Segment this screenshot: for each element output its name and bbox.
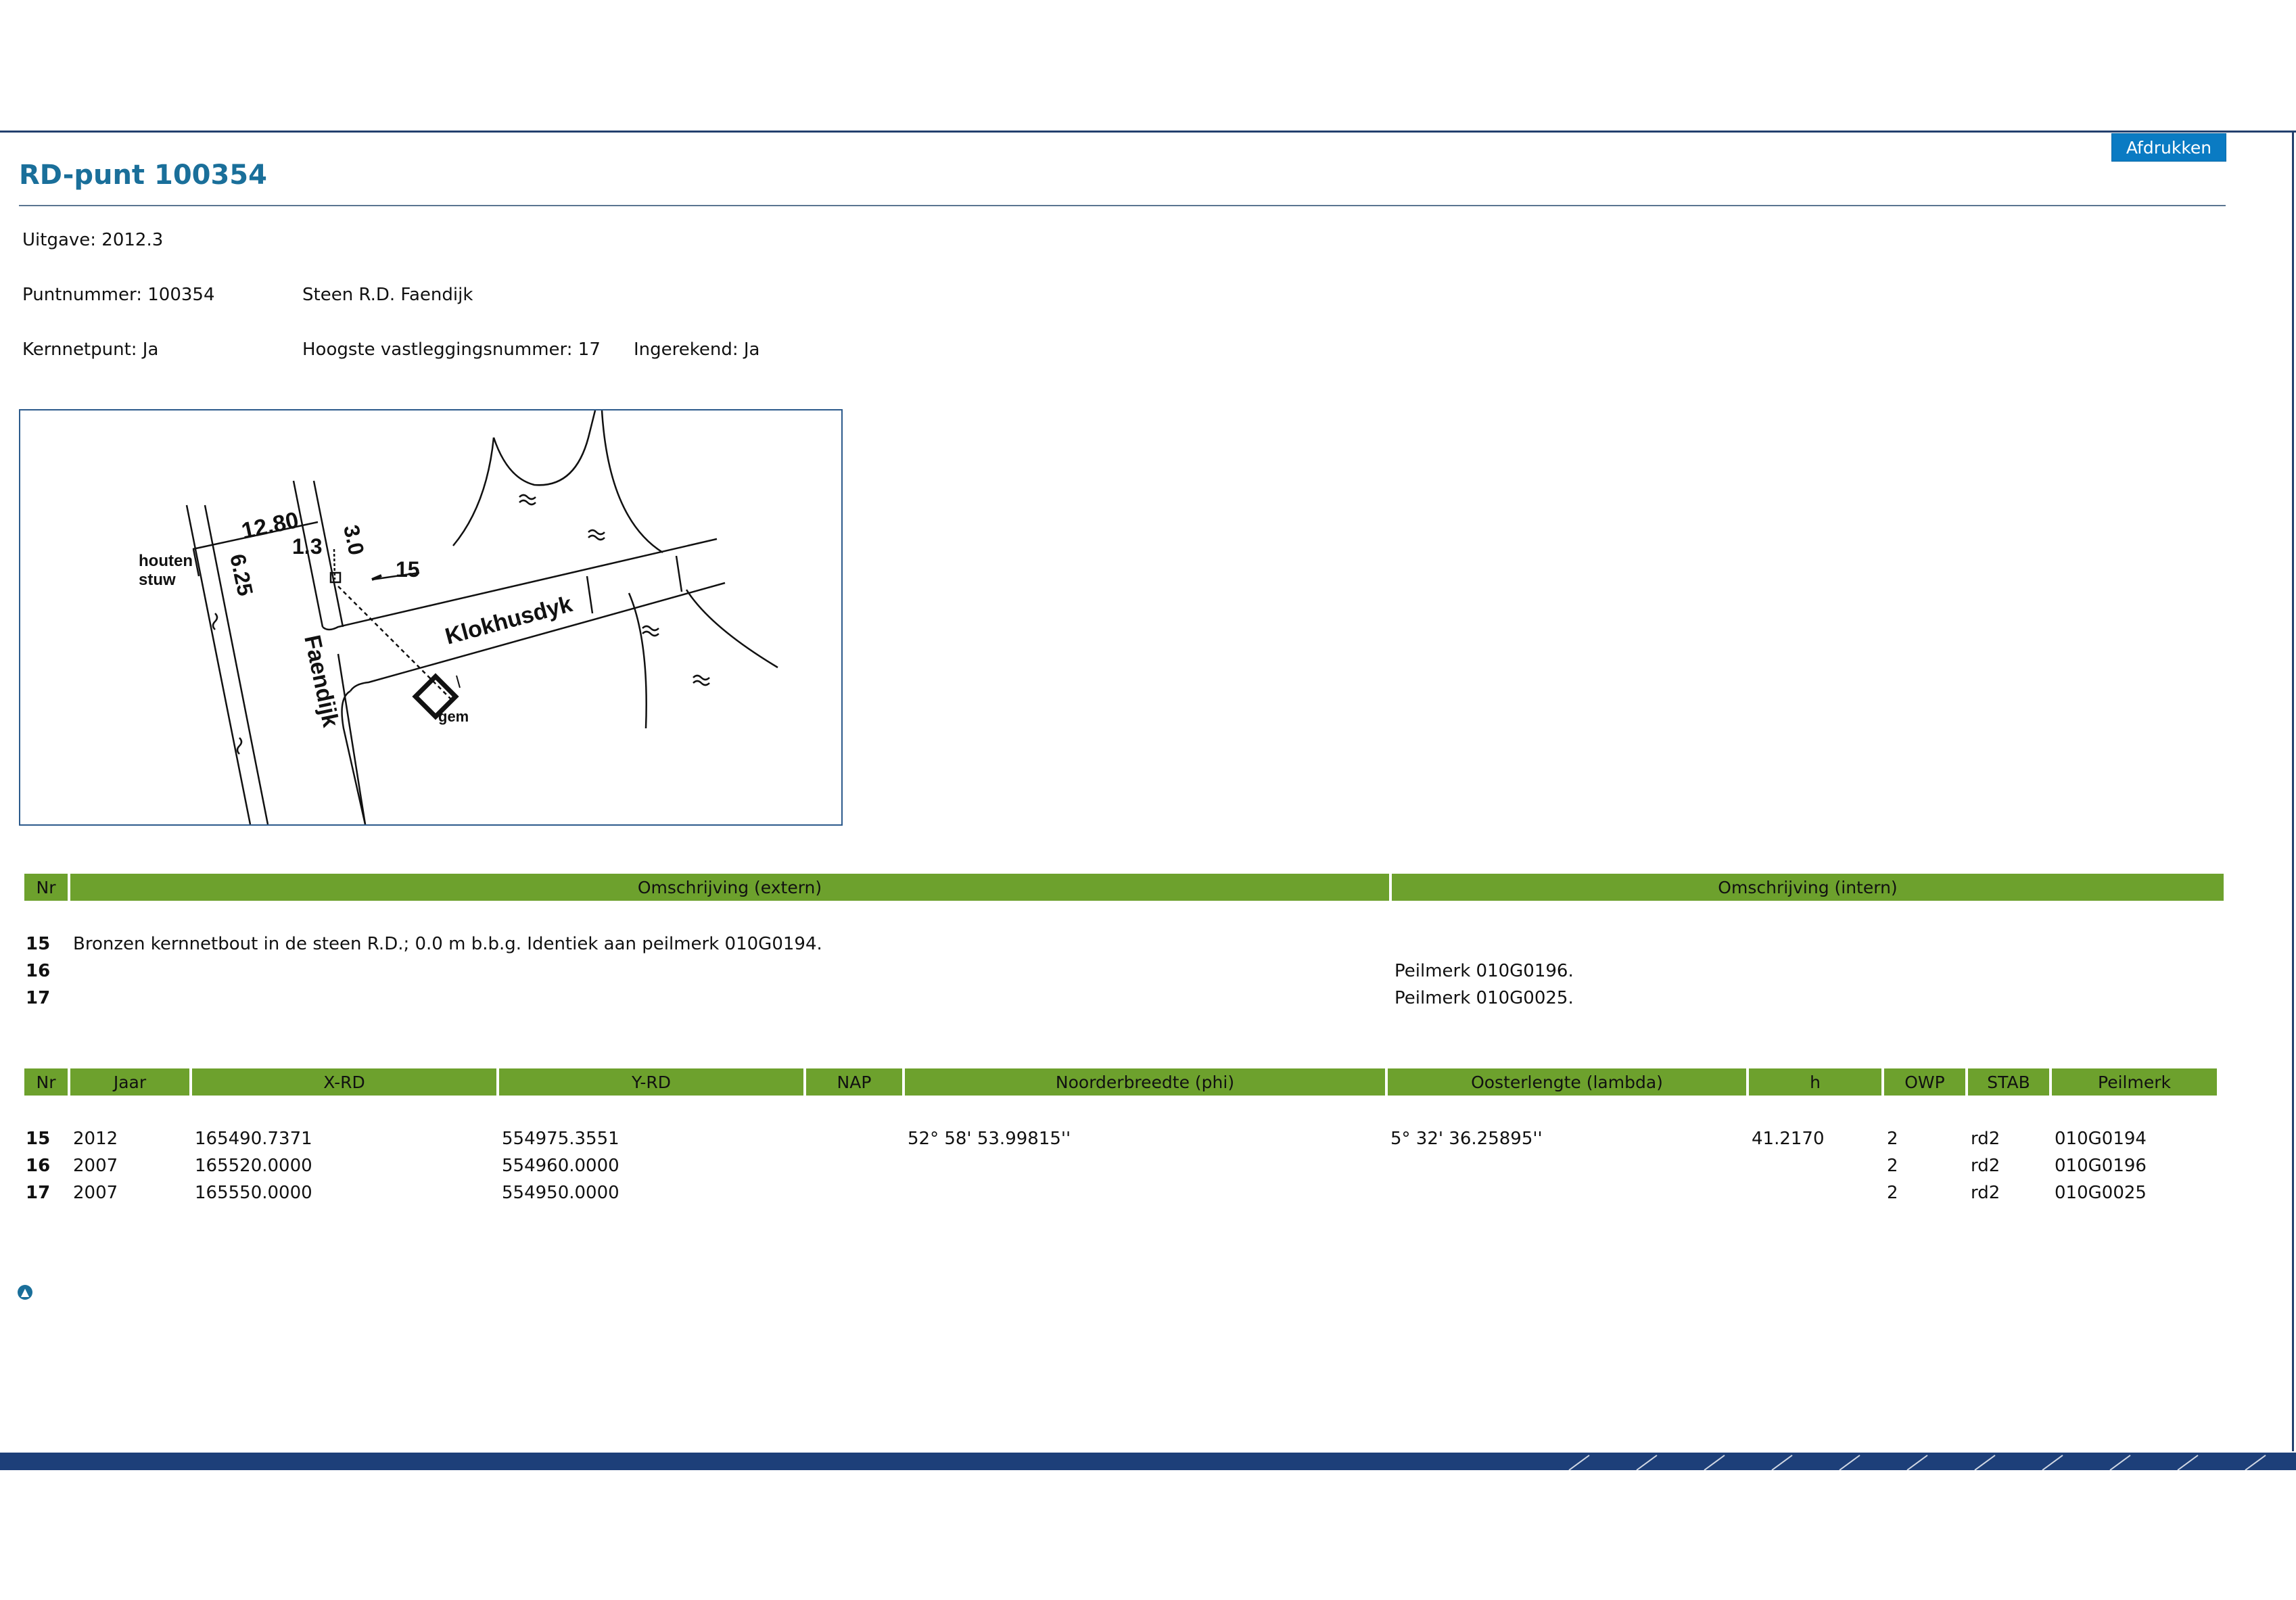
column-header: Nr — [24, 1068, 68, 1096]
cell-latitude — [905, 1152, 1385, 1179]
label-gem: gem — [438, 708, 469, 725]
table-row — [24, 1125, 2217, 1152]
cell-longitude — [1388, 1179, 1746, 1206]
cell-owp: 2 — [1887, 1156, 1898, 1176]
column-header: X-RD — [192, 1068, 496, 1096]
cell-nr: 16 — [26, 961, 51, 981]
column-header: Y-RD — [499, 1068, 803, 1096]
table-row — [24, 1152, 2217, 1179]
column-header: NAP — [806, 1068, 902, 1096]
cell-owp: 2 — [1887, 1183, 1898, 1203]
cell-nr: 15 — [26, 934, 51, 954]
label-faendijk: Faendijk — [299, 632, 344, 730]
edition-label: Uitgave: 2012.3 — [22, 230, 164, 250]
column-header: OWP — [1884, 1068, 1965, 1096]
column-header: Nr — [24, 874, 68, 901]
cell-owp: 2 — [1887, 1129, 1898, 1149]
cell-extern — [70, 985, 1389, 1012]
cell-y-rd: 554960.0000 — [502, 1156, 619, 1176]
footer-bar — [0, 1453, 2296, 1470]
label-houten: houten — [139, 552, 193, 570]
cell-peilmerk: 010G0196 — [2055, 1156, 2147, 1176]
coordinates-table — [22, 1068, 2220, 1206]
cell-h — [1749, 1152, 1881, 1179]
cell-stab: rd2 — [1971, 1156, 2000, 1176]
cell-year: 2007 — [73, 1156, 118, 1176]
cell-x-rd: 165550.0000 — [195, 1183, 312, 1203]
cell-intern: Peilmerk 010G0025. — [1395, 988, 1574, 1008]
cell-extern — [70, 958, 1389, 985]
column-header: Peilmerk — [2052, 1068, 2217, 1096]
right-frame-border — [2292, 133, 2294, 1451]
cell-year: 2007 — [73, 1183, 118, 1203]
cell-nr: 15 — [26, 1129, 51, 1149]
column-header: Omschrijving (extern) — [70, 874, 1389, 901]
table-row — [24, 958, 2224, 985]
cell-intern — [1392, 931, 2224, 958]
label-distance-3-0: 3.0 — [339, 522, 369, 557]
point-number-label: Puntnummer: 100354 — [22, 285, 215, 305]
column-header: Jaar — [70, 1068, 189, 1096]
location-sketch — [19, 409, 843, 826]
core-network-label: Kernnetpunt: Ja — [22, 339, 159, 360]
calculated-label: Ingerekend: Ja — [634, 339, 760, 360]
cell-h: 41.2170 — [1752, 1129, 1825, 1149]
cell-extern: Bronzen kernnetbout in de steen R.D.; 0.0 m b.b.g. Identiek aan peilmerk 010G0194. — [73, 934, 822, 954]
cell-peilmerk: 010G0025 — [2055, 1183, 2147, 1203]
page-title: RD-punt 100354 — [19, 160, 267, 191]
highest-fixation-label: Hoogste vastleggingsnummer: 17 — [302, 339, 601, 360]
cell-nap — [806, 1152, 902, 1179]
cell-x-rd: 165520.0000 — [195, 1156, 312, 1176]
footer-stripes — [0, 1453, 2296, 1470]
cell-nap — [806, 1125, 902, 1152]
table-row — [24, 985, 2224, 1012]
column-header: Noorderbreedte (phi) — [905, 1068, 1385, 1096]
arrow-up-icon[interactable]: ▲ — [18, 1285, 32, 1300]
cell-y-rd: 554950.0000 — [502, 1183, 619, 1203]
cell-intern: Peilmerk 010G0196. — [1395, 961, 1574, 981]
description-table — [22, 874, 2226, 1012]
table-row — [24, 931, 2224, 958]
cell-latitude: 52° 58' 53.99815'' — [908, 1129, 1071, 1149]
print-button[interactable]: Afdrukken — [2111, 133, 2226, 162]
cell-nr: 16 — [26, 1156, 51, 1176]
cell-year: 2012 — [73, 1129, 118, 1149]
cell-longitude: 5° 32' 36.25895'' — [1390, 1129, 1543, 1149]
cell-stab: rd2 — [1971, 1183, 2000, 1203]
label-distance-1-3: 1.3 — [292, 534, 323, 559]
point-name-label: Steen R.D. Faendijk — [302, 285, 473, 305]
sketch-drawing — [20, 410, 841, 824]
cell-longitude — [1388, 1152, 1746, 1179]
label-distance-6-25: 6.25 — [225, 551, 258, 598]
title-divider — [19, 205, 2226, 206]
column-header: h — [1749, 1068, 1881, 1096]
column-header: Omschrijving (intern) — [1392, 874, 2224, 901]
cell-y-rd: 554975.3551 — [502, 1129, 619, 1149]
table-row — [24, 1179, 2217, 1206]
label-klokhusdyk: Klokhusdyk — [442, 591, 576, 650]
cell-stab: rd2 — [1971, 1129, 2000, 1149]
label-stuw: stuw — [139, 571, 176, 589]
label-point-15: 15 — [396, 557, 420, 582]
header-rule — [0, 131, 2296, 133]
column-header: STAB — [1968, 1068, 2049, 1096]
column-header: Oosterlengte (lambda) — [1388, 1068, 1746, 1096]
cell-x-rd: 165490.7371 — [195, 1129, 312, 1149]
cell-nap — [806, 1179, 902, 1206]
cell-nr: 17 — [26, 1183, 51, 1203]
cell-peilmerk: 010G0194 — [2055, 1129, 2147, 1149]
cell-nr: 17 — [26, 988, 51, 1008]
cell-h — [1749, 1179, 1881, 1206]
label-distance-12-80: 12.80 — [239, 507, 301, 544]
cell-latitude — [905, 1179, 1385, 1206]
